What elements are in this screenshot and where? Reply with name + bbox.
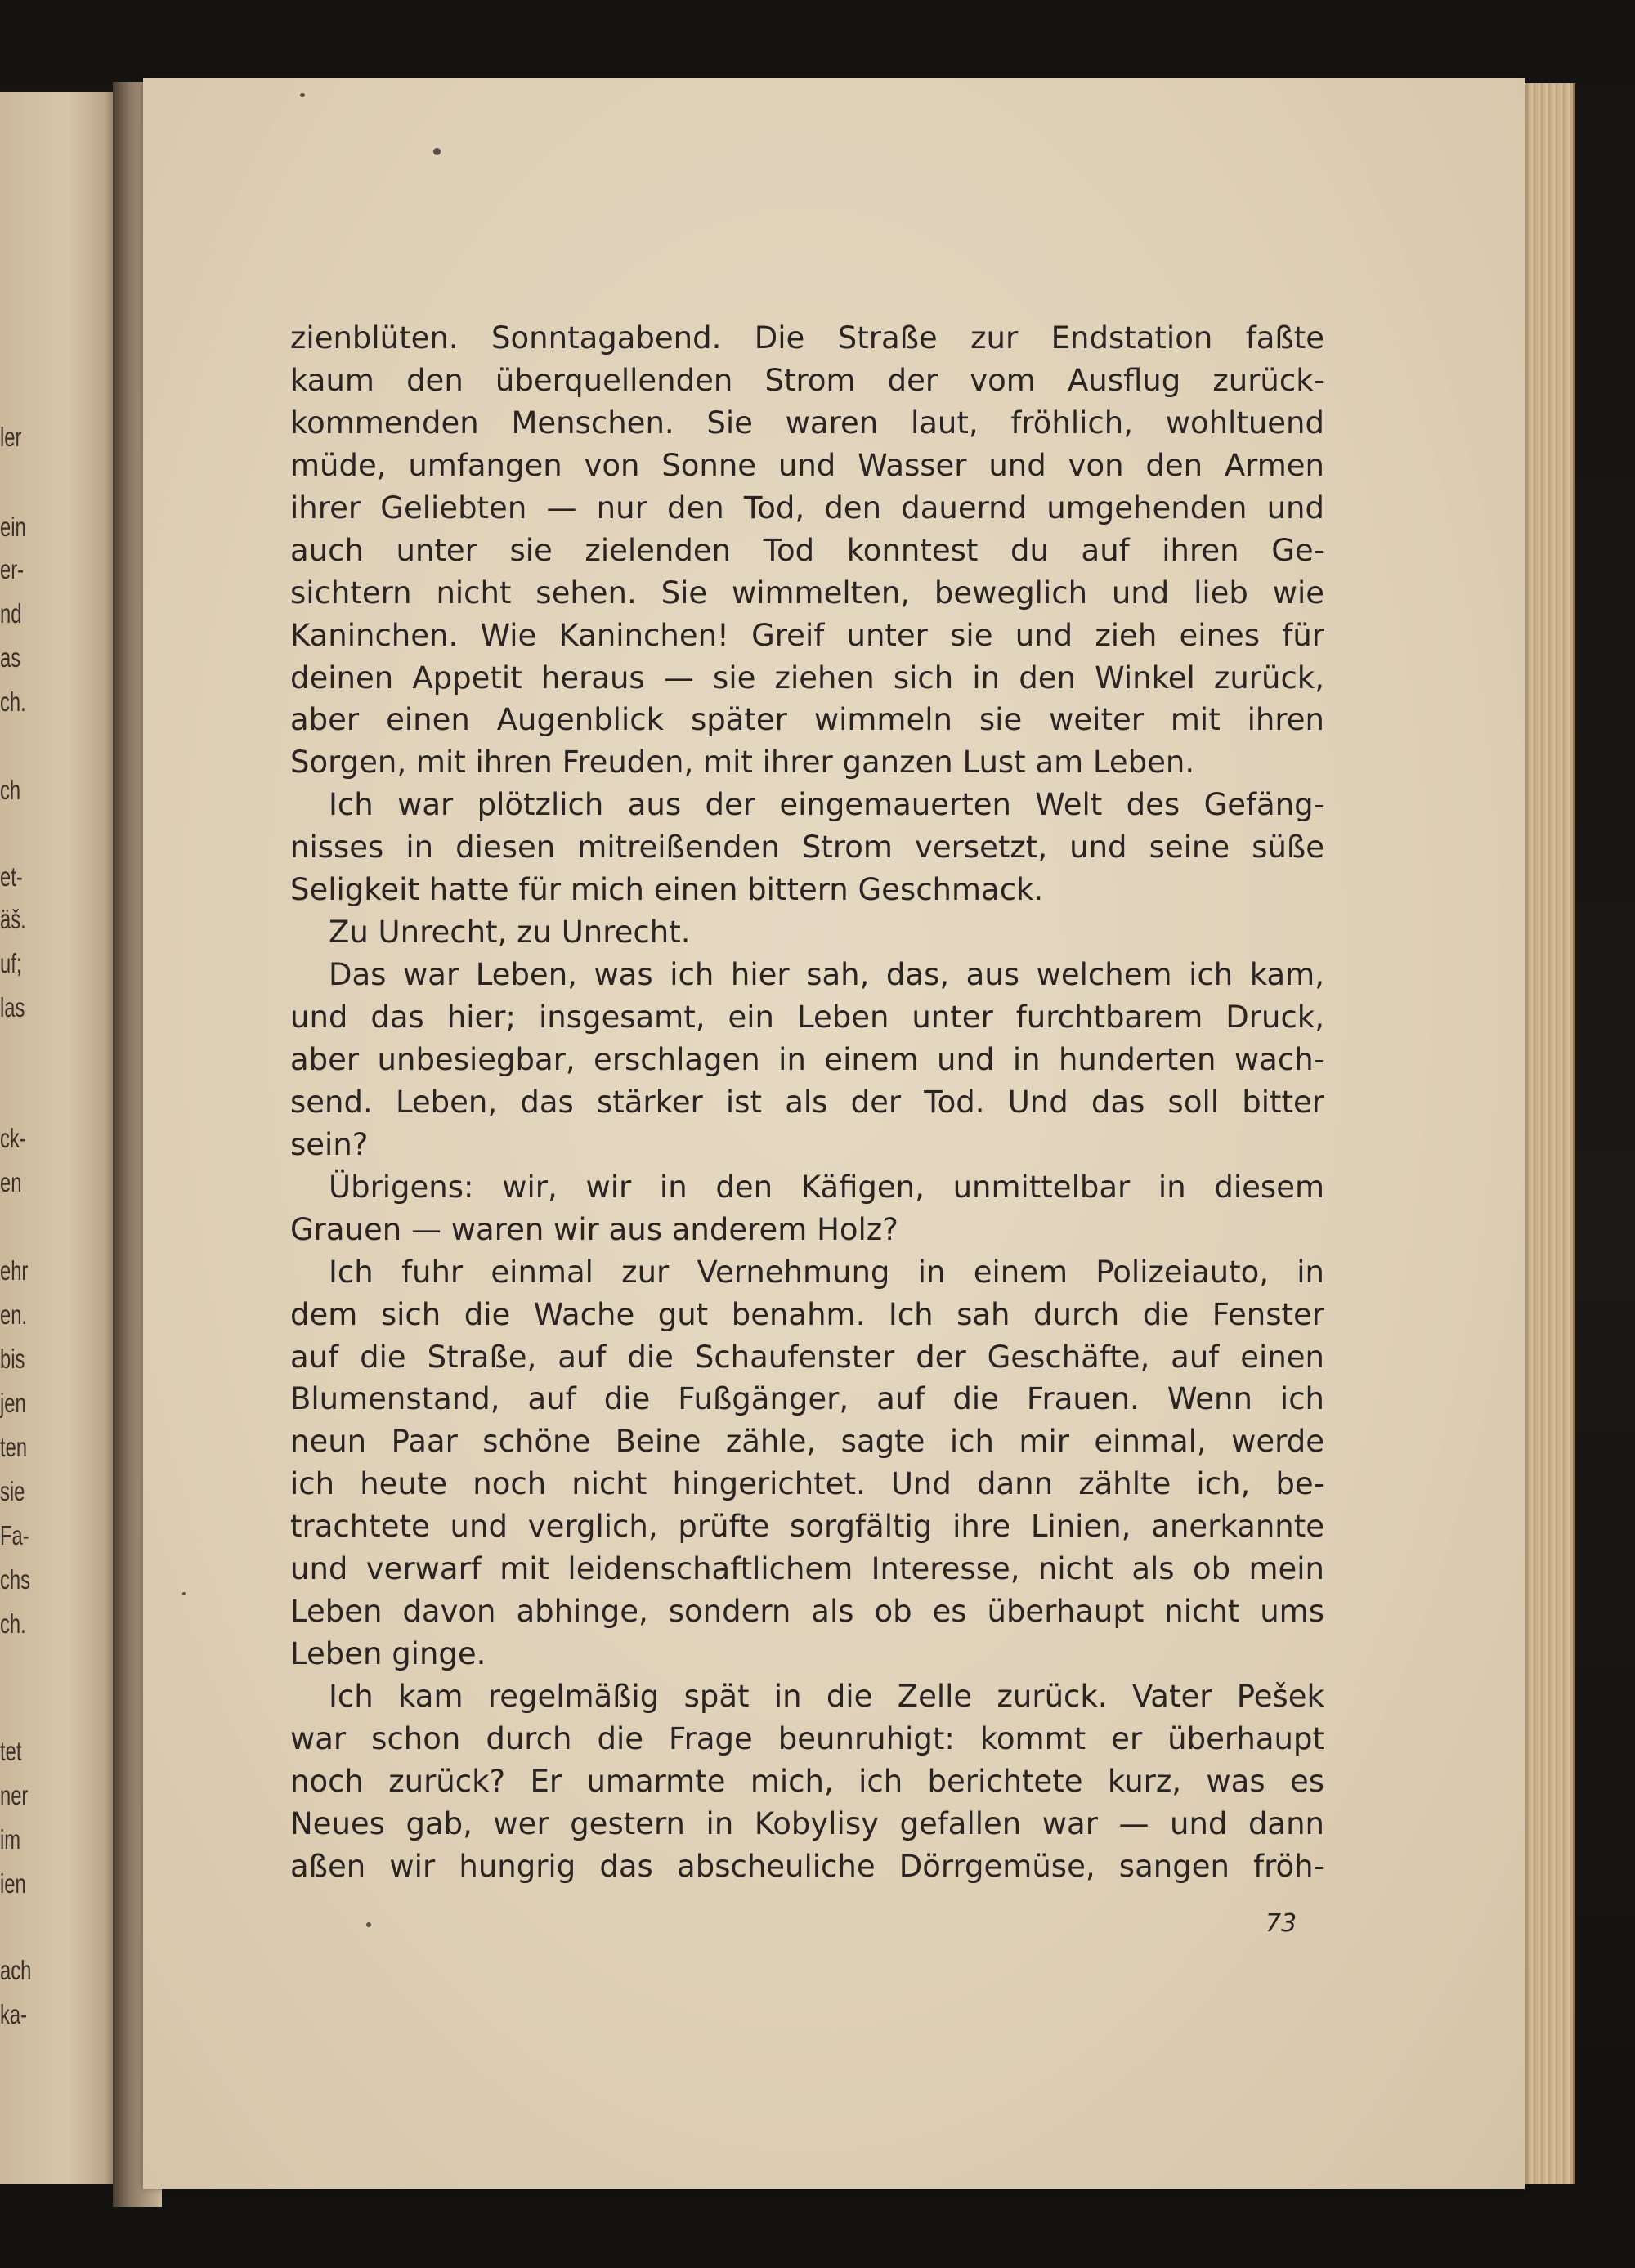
left-fragment: las <box>0 992 25 1022</box>
text-line: Ich fuhr einmal zur Vernehmung in einem Polizeiauto, in <box>329 1254 1324 1290</box>
left-fragment: ch. <box>0 687 26 717</box>
left-fragment: ka- <box>0 1999 28 2029</box>
text-line: deinen Appetit heraus — sie ziehen sich in den Winkel zurück, <box>290 660 1324 696</box>
left-fragment: ck- <box>0 1123 26 1153</box>
text-line: Sorgen, mit ihren Freuden, mit ihrer ganzen Lust am Leben. <box>290 745 1195 781</box>
text-line: Blumenstand, auf die Fußgänger, auf die Frauen. Wenn ich <box>290 1381 1324 1417</box>
page-edges <box>1522 83 1575 2184</box>
text-line: noch zurück? Er umarmte mich, ich berichtete kurz, was es <box>290 1763 1324 1799</box>
left-fragment: ner <box>0 1780 29 1810</box>
left-fragment: ein <box>0 512 26 542</box>
text-line: nisses in diesen mitreißenden Strom versetzt, und seine süße <box>290 830 1324 866</box>
left-fragment: jen <box>0 1388 26 1418</box>
text-line: kaum den überquellenden Strom der vom Ausflug zurück- <box>290 362 1324 398</box>
left-fragment: er- <box>0 554 25 584</box>
paper-speck <box>182 1592 186 1595</box>
text-line: und verwarf mit leidenschaftlichem Interesse, nicht als ob mein <box>290 1551 1324 1587</box>
text-line: ich heute noch nicht hingerichtet. Und dann zählte ich, be- <box>290 1466 1324 1502</box>
left-fragment: ler <box>0 422 22 452</box>
text-line: auch unter sie zielenden Tod konntest du auf ihren Ge- <box>290 532 1324 568</box>
left-fragment: et- <box>0 861 23 892</box>
left-page <box>0 92 123 2184</box>
text-line: und das hier; insgesamt, ein Leben unter furchtbarem Druck, <box>290 1000 1324 1035</box>
text-line: send. Leben, das stärker ist als der Tod. Und das soll bitter <box>290 1084 1324 1120</box>
left-fragment: äš. <box>0 904 26 934</box>
paper-speck <box>433 148 441 155</box>
text-line: trachtete und verglich, prüfte sorgfältig ihre Linien, anerkannte <box>290 1509 1324 1545</box>
left-fragment: ch <box>0 775 21 805</box>
left-fragment: ach <box>0 1955 32 1985</box>
text-line: Leben ginge. <box>290 1636 486 1672</box>
text-line: neun Paar schöne Beine zähle, sagte ich mir einmal, werde <box>290 1424 1324 1460</box>
paper-speck <box>300 93 305 97</box>
text-line: Das war Leben, was ich hier sah, das, aus welchem ich kam, <box>329 957 1324 993</box>
text-line: Zu Unrecht, zu Unrecht. <box>329 915 691 951</box>
left-fragment: ch. <box>0 1608 26 1639</box>
text-line: aber unbesiegbar, erschlagen in einem und in hunderten wach- <box>290 1041 1324 1077</box>
text-line: müde, umfangen von Sonne und Wasser und von den Armen <box>290 447 1324 483</box>
text-line: sein? <box>290 1126 369 1162</box>
left-fragment: en <box>0 1167 22 1197</box>
text-line: Ich kam regelmäßig spät in die Zelle zurück. Vater Pešek <box>329 1679 1324 1714</box>
body-text <box>290 317 1324 1888</box>
text-line: war schon durch die Frage beunruhigt: kommt er überhaupt <box>290 1720 1324 1756</box>
text-line: ihrer Geliebten — nur den Tod, den dauernd umgehenden und <box>290 490 1324 526</box>
left-fragment: uf; <box>0 948 22 978</box>
text-line: Ich war plötzlich aus der eingemauerten Welt des Gefäng- <box>329 787 1324 823</box>
paper-speck <box>366 1922 371 1927</box>
text-line: Leben davon abhinge, sondern als ob es überhaupt nicht ums <box>290 1594 1324 1630</box>
text-line: aber einen Augenblick später wimmeln sie weiter mit ihren <box>290 702 1324 738</box>
left-fragment: bis <box>0 1344 25 1374</box>
left-fragment: ien <box>0 1868 26 1899</box>
page-number: 73 <box>1265 1909 1297 1938</box>
left-fragment: chs <box>0 1564 30 1595</box>
text-line: zienblüten. Sonntagabend. Die Straße zur Endstation faßte <box>290 320 1324 356</box>
text-line: Übrigens: wir, wir in den Käfigen, unmittelbar in diesem <box>329 1169 1324 1205</box>
text-line: kommenden Menschen. Sie waren laut, fröhlich, wohltuend <box>290 405 1324 441</box>
text-line: dem sich die Wache gut benahm. Ich sah durch die Fenster <box>290 1296 1324 1332</box>
left-fragment: sie <box>0 1476 25 1506</box>
left-fragment: as <box>0 642 21 673</box>
text-line: Neues gab, wer gestern in Kobylisy gefallen war — und dann <box>290 1805 1324 1841</box>
left-fragment: Fa- <box>0 1520 29 1550</box>
left-fragment: tet <box>0 1736 22 1766</box>
text-line: aßen wir hungrig das abscheuliche Dörrgemüse, sangen fröh- <box>290 1848 1324 1884</box>
text-line: Seligkeit hatte für mich einen bittern Geschmack. <box>290 872 1044 908</box>
left-fragment: nd <box>0 598 22 629</box>
text-line: Grauen — waren wir aus anderem Holz? <box>290 1211 898 1247</box>
text-line: auf die Straße, auf die Schaufenster der Geschäfte, auf einen <box>290 1339 1324 1375</box>
left-fragment: im <box>0 1824 21 1854</box>
left-fragment: ehr <box>0 1255 29 1286</box>
left-fragment: en. <box>0 1300 28 1330</box>
text-line: Kaninchen. Wie Kaninchen! Greif unter sie und zieh eines für <box>290 617 1324 653</box>
text-line: sichtern nicht sehen. Sie wimmelten, beweglich und lieb wie <box>290 575 1324 611</box>
left-fragment: ten <box>0 1432 28 1462</box>
